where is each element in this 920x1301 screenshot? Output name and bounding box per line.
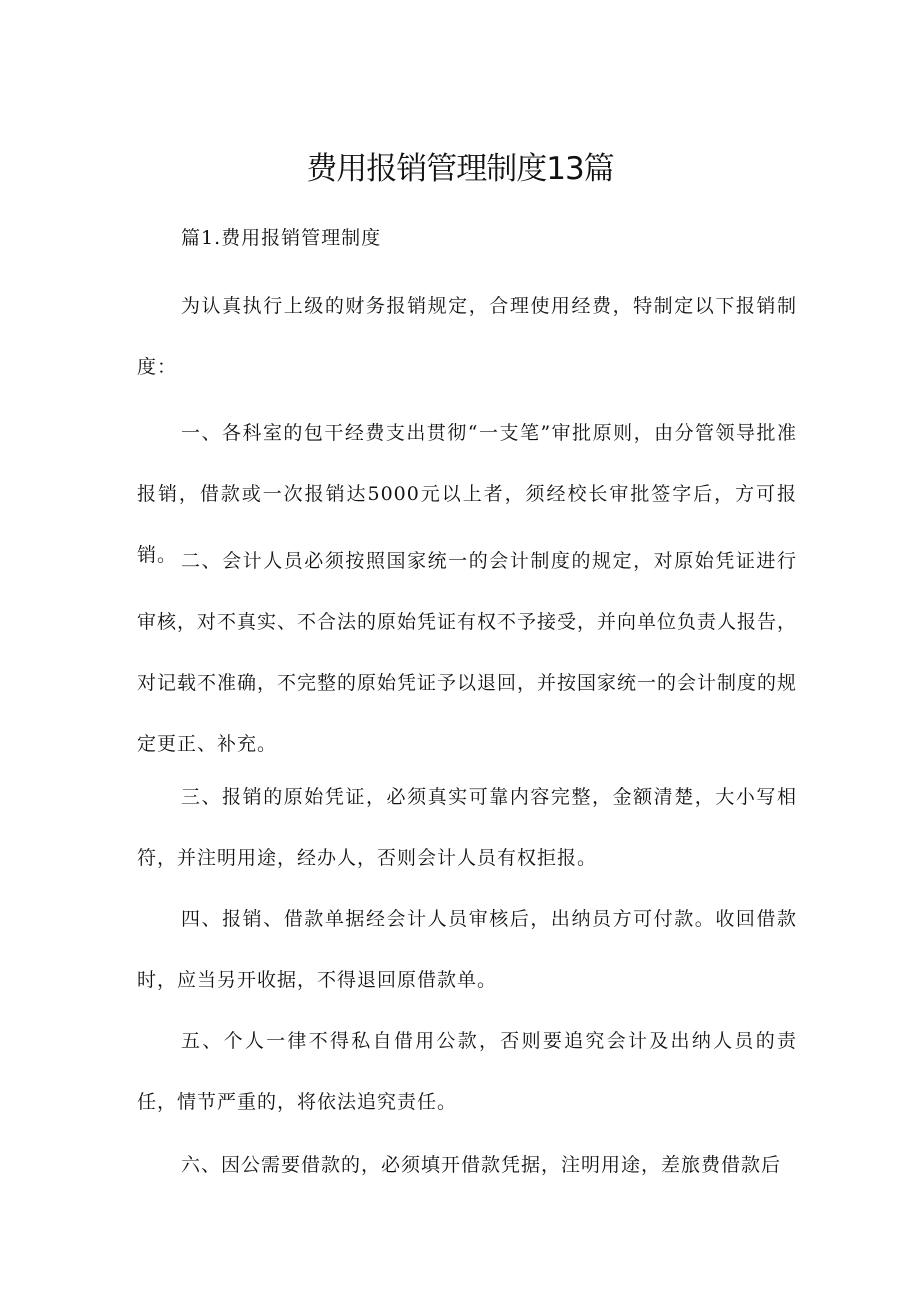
paragraph-rule-5: 五、个人一律不得私自借用公款，否则要追究会计及出纳人员的责任，情节严重的，将依法追究责任。 xyxy=(137,1030,797,1113)
section-heading: 篇1.费用报销管理制度 xyxy=(181,227,382,249)
paragraph-rule-2: 二、会计人员必须按照国家统一的会计制度的规定，对原始凭证进行审核，对不真实、不合法的原始凭证有权不予接受，并向单位负责人报告，对记载不准确，不完整的原始凭证予以退回，并按国家统一的会计制度的规定更正、补充。 xyxy=(137,550,798,755)
paragraph-rule-3: 三、报销的原始凭证，必须真实可靠内容完整，金额清楚，大小写相符，并注明用途，经办人，否则会计人员有权拒报。 xyxy=(137,786,797,869)
paragraph-rule-4: 四、报销、借款单据经会计人员审核后，出纳员方可付款。收回借款时，应当另开收据，不得退回原借款单。 xyxy=(137,908,797,991)
paragraph-rule-1: 一、各科室的包干经费支出贯彻“一支笔”审批原则，由分管领导批准报销，借款或一次报销达5000元以上者，须经校长审批签字后，方可报销。 xyxy=(137,422,797,566)
paragraph-intro: 为认真执行上级的财务报销规定，合理使用经费，特制定以下报销制度： xyxy=(137,295,797,378)
document-title: 费用报销管理制度13篇 xyxy=(306,151,614,187)
paragraph-rule-6: 六、因公需要借款的，必须填开借款凭据，注明用途，差旅费借款后 xyxy=(181,1154,782,1176)
